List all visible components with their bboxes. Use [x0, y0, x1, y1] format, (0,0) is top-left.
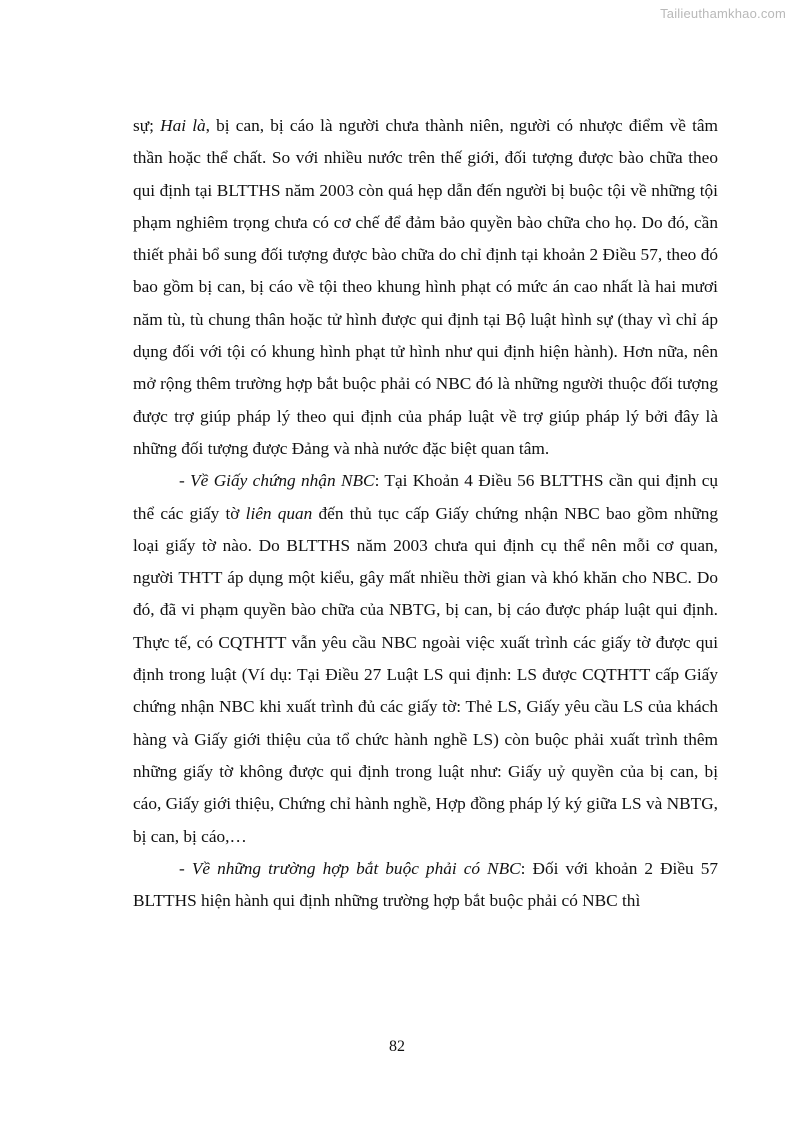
paragraph-2	[133, 465, 718, 853]
text-run: -	[179, 858, 192, 878]
text-run-italic: Về Giấy chứng nhận NBC	[190, 471, 375, 491]
text-run: : Đối với khoản 2 Điều 57 BLTTHS hiện hành qui định những trường hợp bắt buộc phải có NBC thì	[133, 858, 718, 911]
text-run: đến thủ tục cấp Giấy chứng nhận NBC bao gồm những loại giấy tờ nào. Do BLTTHS năm 2003 chưa qui định cụ thể nên mỗi cơ quan, người THTT áp dụng một kiểu, gây mất nhiều thời gian và khó khăn cho NBC. Do đó, đã vi phạm quyền bào chữa của NBTG, bị can, bị cáo được pháp luật qui định. Thực tế, có CQTHTT vẫn yêu cầu NBC ngoài việc xuất trình các giấy tờ được qui định trong luật (Ví dụ: Tại Điều 27 Luật LS qui định: LS được CQTHTT cấp Giấy chứng nhận NBC khi xuất trình đủ các giấy tờ: Thẻ LS, Giấy yêu cầu LS của khách hàng và Giấy giới thiệu của tổ chức hành nghề LS) còn buộc phải xuất trình thêm những giấy tờ không được qui định trong luật như: Giấy uỷ quyền của bị can, bị cáo, Giấy giới thiệu, Chứng chỉ hành nghề, Hợp đồng pháp lý ký giữa LS và NBTG, bị can, bị cáo,…	[133, 503, 718, 846]
text-run: -	[179, 471, 191, 491]
text-run-italic: liên quan	[245, 503, 313, 523]
text-run: sự;	[133, 116, 161, 135]
paragraph-3	[133, 853, 718, 918]
paragraph-1	[133, 110, 718, 465]
watermark-text: Tailieuthamkhao.com	[660, 6, 786, 21]
document-body	[133, 110, 718, 917]
page-number: 82	[389, 1038, 405, 1055]
text-run-italic: Hai là	[160, 116, 206, 135]
text-run-italic: Về những trường hợp bắt buộc phải có NBC	[191, 858, 521, 878]
text-run: , bị can, bị cáo là người chưa thành niên, người có nhược điểm về tâm thần hoặc thể chất. So với nhiều nước trên thế giới, đối tượng được bào chữa theo qui định tại BLTTHS năm 2003 còn quá hẹp dẫn đến người bị buộc tội về những tội phạm nghiêm trọng chưa có cơ chế để đảm bảo quyền bào chữa cho họ. Do đó, cần thiết phải bổ sung đối tượng được bào chữa do chỉ định tại khoản 2 Điều 57, theo đó bao gồm bị can, bị cáo về tội theo khung hình phạt có mức án cao nhất là hai mươi năm tù, tù chung thân hoặc tử hình được qui định tại Bộ luật hình sự (thay vì chỉ áp dụng đối với tội có khung hình phạt tử hình như qui định hiện hành). Hơn nữa, nên mở rộng thêm trường hợp bắt buộc phải có NBC đó là những người thuộc đối tượng được trợ giúp pháp lý theo qui định của pháp luật về trợ giúp pháp lý bởi đây là những đối tượng được Đảng và nhà nước đặc biệt quan tâm.	[133, 116, 718, 458]
text-run: : Tại Khoản 4 Điều 56 BLTTHS cần qui định cụ thể các giấy tờ	[133, 471, 719, 523]
